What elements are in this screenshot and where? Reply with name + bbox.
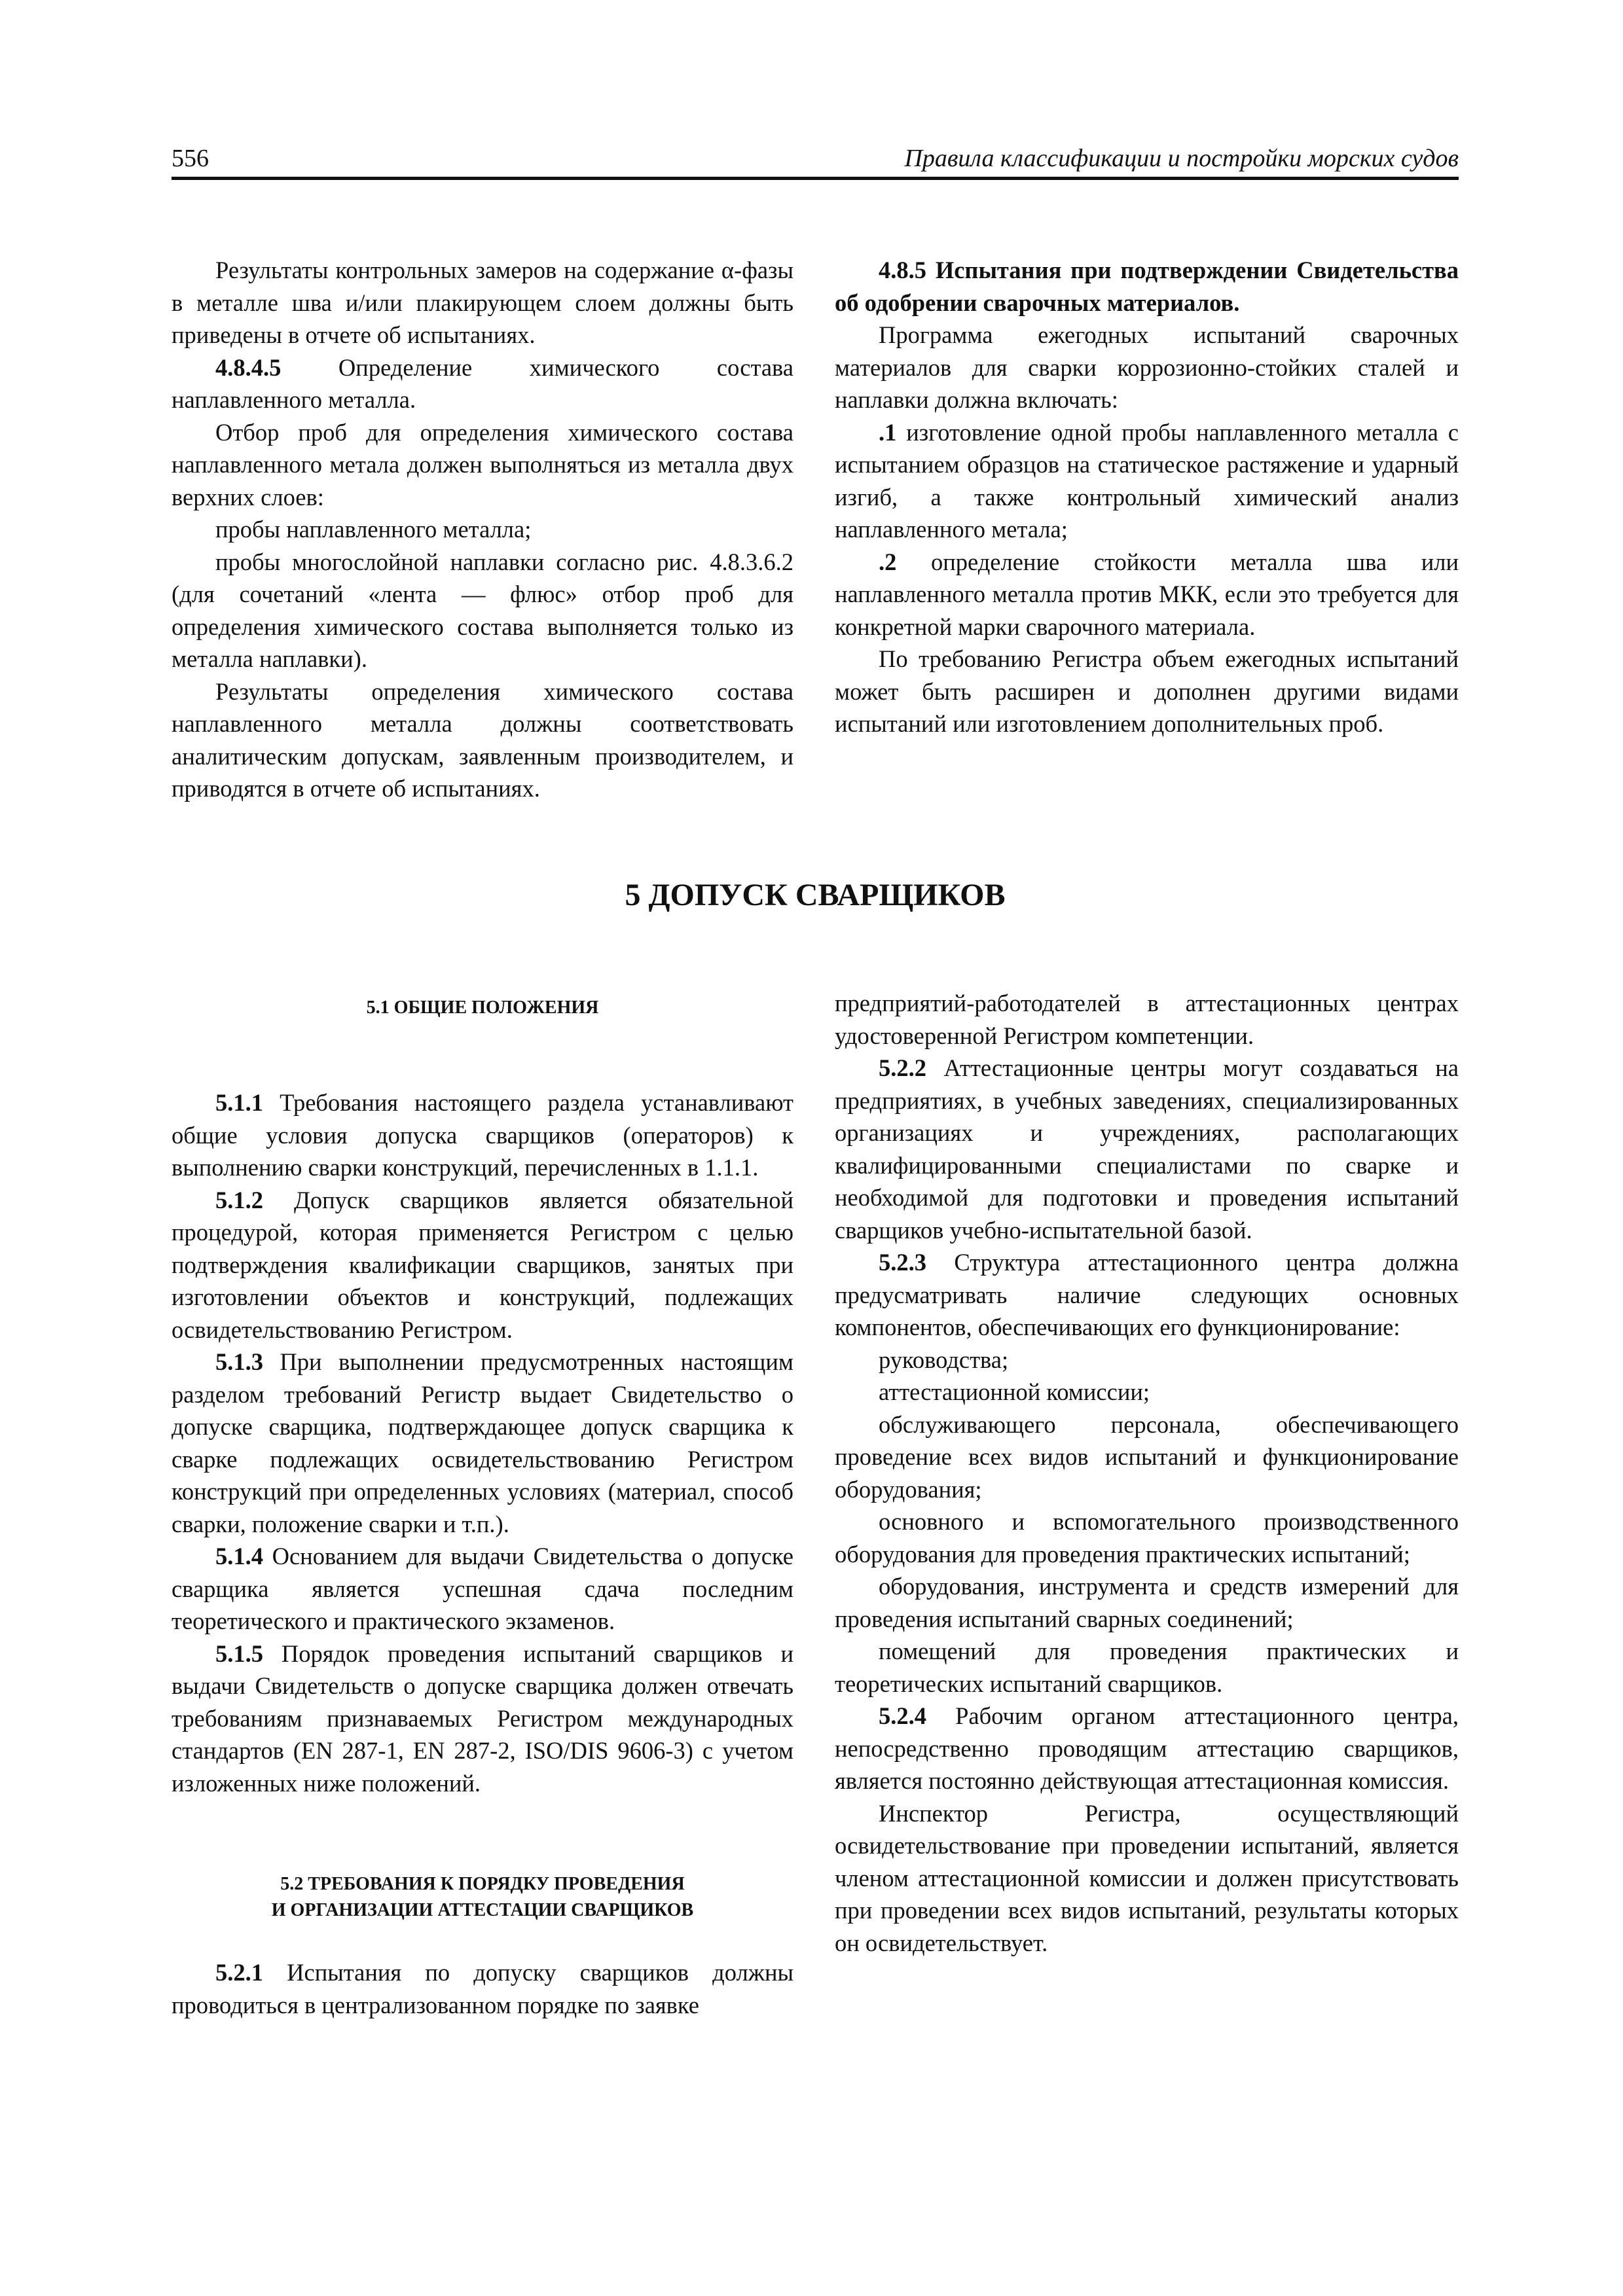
paragraph: Отбор проб для определения химического состава наплавленного метала должен выполняться из металла двух верхних слоев: (172, 418, 793, 511)
clause-number: 5.1.2 (215, 1186, 263, 1213)
paragraph: По требованию Регистра объем ежегодных испытаний может быть расширен и дополнен другими видами испытаний или изготовлением дополнительных проб. (835, 645, 1459, 737)
clause-number: 5.2.4 (879, 1702, 926, 1729)
running-title: Правила классификации и постройки морских судов (904, 145, 1459, 172)
page-number: 556 (172, 145, 209, 172)
section-heading-5-2-line-1: 5.2 ТРЕБОВАНИЯ К ПОРЯДКУ ПРОВЕДЕНИЯ (280, 1874, 685, 1894)
top-left-column (172, 254, 793, 805)
list-item: .1 изготовление одной пробы наплавленного металла с испытанием образцов на статическое растяжение и ударный изгиб, а также контрольный химический анализ наплавленного метала; (835, 418, 1459, 543)
paragraph-4-8-4-5: 4.8.4.5 Определение химического состава наплавленного металла. (172, 353, 793, 413)
clause-number: 5.2.1 (215, 1959, 263, 1986)
section-heading-5-1: 5.1 ОБЩИЕ ПОЛОЖЕНИЯ (366, 997, 599, 1018)
bottom-right-column (835, 987, 1459, 1959)
paragraph: Программа ежегодных испытаний сварочных материалов для сварки коррозионно-стойких сталей и наплавки должна включать: (835, 321, 1459, 413)
paragraph-5-2-2: 5.2.2 Аттестационные центры могут создаваться на предприятиях, в учебных заведениях, специализированных организациях и учреждениях, располагающих квалифицированными специалистами по сварке и необходимой для подготовки и проведения испытаний сварщиков учебно-испытательной базой. (835, 1054, 1459, 1244)
list-item: обслуживающего персонала, обеспечивающего проведение всех видов испытаний и функционирование оборудования; (835, 1410, 1459, 1503)
clause-number: 5.1.4 (215, 1543, 263, 1570)
paragraph: Результаты контрольных замеров на содержание α-фазы в металле шва и/или плакирующем слоем должны быть приведены в отчете об испытаниях. (172, 257, 793, 348)
paragraph-5-1-1: 5.1.1 Требования настоящего раздела устанавливают общие условия допуска сварщиков (операторов) к выполнению сварки конструкций, перечисленных в 1.1.1. (172, 1089, 793, 1181)
paragraph-5-1-4: 5.1.4 Основанием для выдачи Свидетельства о допуске сварщика является успешная сдача последним теоретического и практического экзаменов. (172, 1543, 793, 1634)
paragraph: Результаты определения химического состава наплавленного металла должны соответствовать аналитическим допускам, заявленным производителем, и приводятся в отчете об испытаниях. (172, 677, 793, 802)
list-item: основного и вспомогательного производственного оборудования для проведения практических испытаний; (835, 1508, 1459, 1568)
paragraph-5-1-2: 5.1.2 Допуск сварщиков является обязательной процедурой, которая применяется Регистром с целью подтверждения квалификации сварщиков, занятых при изготовлении объектов и конструкций, подлежащих освидетельствованию Регистром. (172, 1186, 793, 1343)
list-item: пробы многослойной наплавки согласно рис. 4.8.3.6.2 (для сочетаний «лента — флюс» отбор проб для определения химического состава выполняется только из металла наплавки). (172, 548, 793, 672)
clause-number: 5.2.2 (879, 1054, 926, 1081)
paragraph-5-2-1: 5.2.1 Испытания по допуску сварщиков должны проводиться в централизованном порядке по заявке (172, 1959, 793, 2018)
item-number: .1 (879, 418, 897, 446)
paragraph-5-2-3: 5.2.3 Структура аттестационного центра должна предусматривать наличие следующих основных компонентов, обеспечивающих его функционирование: (835, 1249, 1459, 1340)
chapter-title: 5 ДОПУСК СВАРЩИКОВ (625, 878, 1006, 912)
list-item: оборудования, инструмента и средств измерений для проведения испытаний сварных соединений; (835, 1573, 1459, 1632)
paragraph-continued: предприятий-работодателей в аттестационных центрах удостоверенной Регистром компетенции. (835, 990, 1459, 1049)
list-item: пробы наплавленного металла; (215, 516, 532, 543)
paragraph-5-1-5: 5.1.5 Порядок проведения испытаний сварщиков и выдачи Свидетельств о допуске сварщика должен отвечать требованиям признаваемых Регистром международных стандартов (EN 287-1, EN 287-2, ISO/DIS 9606-3) с учетом изложенных ниже положений. (172, 1640, 793, 1797)
top-right-column (835, 254, 1459, 740)
item-number: .2 (879, 548, 897, 575)
section-heading-5-2-line-2: И ОРГАНИЗАЦИИ АТТЕСТАЦИИ СВАРЩИКОВ (271, 1900, 694, 1920)
paragraph-5-2-4: 5.2.4 Рабочим органом аттестационного центра, непосредственно проводящим аттестацию сварщиков, является постоянно действующая аттестационная комиссия. (835, 1702, 1459, 1794)
paragraph: Инспектор Регистра, осуществляющий освидетельствование при проведении испытаний, является членом аттестационной комиссии и должен присутствовать при проведении всех видов испытаний, результаты которых он освидетельствует. (835, 1799, 1459, 1956)
bottom-left-column (172, 995, 793, 2021)
clause-number: 5.2.3 (879, 1249, 926, 1276)
clause-number: 5.1.1 (215, 1089, 263, 1116)
clause-number: 5.1.3 (215, 1348, 263, 1375)
clause-number: 5.1.5 (215, 1640, 263, 1667)
heading-4-8-5: 4.8.5 Испытания при подтверждении Свидетельства об одобрении сварочных материалов. (835, 257, 1459, 316)
list-item: руководства; (879, 1346, 1009, 1373)
list-item: .2 определение стойкости металла шва или наплавленного металла против МКК, если это требуется для конкретной марки сварочного материала. (835, 548, 1459, 640)
list-item: аттестационной комиссии; (879, 1378, 1150, 1405)
paragraph-5-1-3: 5.1.3 При выполнении предусмотренных настоящим разделом требований Регистр выдает Свидетельство о допуске сварщика, подтверждающее допуск сварщика к сварке подлежащих освидетельствованию Регистром конструкций при определенных условиях (материал, способ сварки, положение сварки и т.п.). (172, 1348, 793, 1537)
page-header (172, 145, 1459, 180)
clause-number: 4.8.4.5 (215, 353, 282, 381)
list-item: помещений для проведения практических и теоретических испытаний сварщиков. (835, 1638, 1459, 1697)
